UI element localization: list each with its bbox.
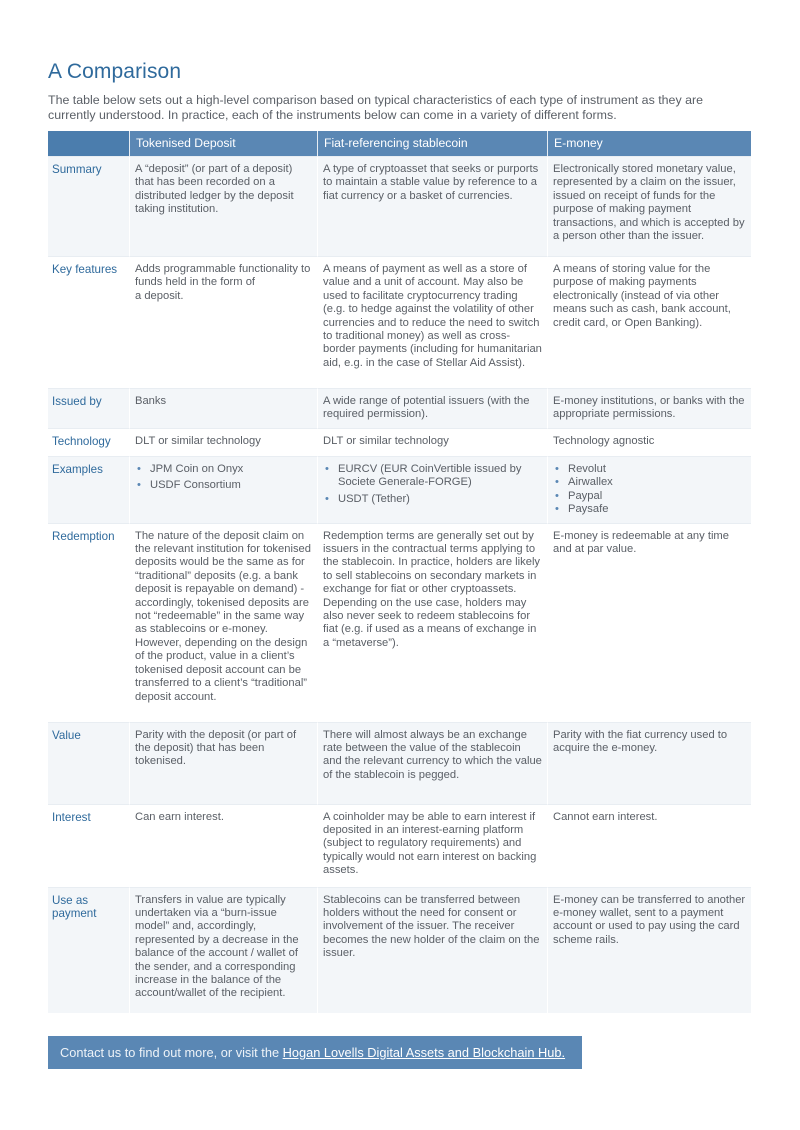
cell-issued-by-stablecoin: A wide range of potential issuers (with the required permission).	[318, 388, 548, 428]
cell-technology-emoney: Technology agnostic	[548, 428, 751, 456]
cell-redemption-emoney: E-money is redeemable at any time and at par value.	[548, 523, 751, 722]
row-technology	[48, 428, 751, 456]
cell-examples-tokenised	[130, 456, 318, 523]
examples-emoney-list	[553, 463, 746, 517]
list-item: • Paypal	[553, 490, 746, 503]
row-label-issued-by: Issued by	[48, 388, 130, 428]
row-interest	[48, 804, 751, 887]
contact-banner	[48, 1036, 582, 1069]
key-features-tokenised-line2: a deposit.	[135, 289, 184, 302]
cell-technology-tokenised: DLT or similar technology	[130, 428, 318, 456]
table-header-row	[48, 131, 751, 156]
row-label-examples: Examples	[48, 456, 130, 523]
row-issued-by	[48, 388, 751, 428]
cell-technology-stablecoin: DLT or similar technology	[318, 428, 548, 456]
list-item: • JPM Coin on Onyx	[135, 463, 312, 476]
row-label-interest: Interest	[48, 804, 130, 887]
row-summary	[48, 156, 751, 256]
cell-key-features-stablecoin: A means of payment as well as a store of value and a unit of account. May also be used to facilitate cryptocurrency trading (e.g. to hedge against the volatility of other currencies and to reduce the need to switch to traditional money) as well as cross-border payments (including for humanitarian aid, e.g. in the case of Stellar Aid Assist).	[318, 256, 548, 388]
cell-interest-emoney: Cannot earn interest.	[548, 804, 751, 887]
row-examples	[48, 456, 751, 523]
row-label-value: Value	[48, 722, 130, 804]
cell-summary-stablecoin: A type of cryptoasset that seeks or purports to maintain a stable value by reference to a fiat currency or a basket of currencies.	[318, 156, 548, 256]
header-stablecoin: Fiat-referencing stablecoin	[318, 131, 548, 156]
cell-interest-stablecoin: A coinholder may be able to earn interest if deposited in an interest-earning platform (subject to regulatory requirements) and typically would not earn interest on backing assets.	[318, 804, 548, 887]
list-item: • USDF Consortium	[135, 479, 312, 492]
cell-redemption-stablecoin: Redemption terms are generally set out by issuers in the contractual terms applying to the stablecoin. In practice, holders are likely to sell stablecoins on secondary markets in exchange for fiat or other cryptoassets. Depending on the use case, holders may also never seek to redeem stablecoins for fiat (e.g. if used as a means of exchange in a “metaverse”).	[318, 523, 548, 722]
header-tokenised-deposit: Tokenised Deposit	[130, 131, 318, 156]
cell-examples-emoney	[548, 456, 751, 523]
key-features-tokenised-line1: Adds programmable functionality to funds held in the form of	[135, 263, 311, 289]
list-item: • EURCV (EUR CoinVertible issued by Societe Generale-FORGE)	[323, 463, 542, 490]
intro-paragraph: The table below sets out a high-level comparison based on typical characteristics of each type of instrument as they are currently understood. In practice, each of the instruments below can come in a variety of different forms.	[48, 93, 703, 122]
row-value	[48, 722, 751, 804]
list-item: • Paysafe	[553, 503, 746, 516]
examples-tokenised-list	[135, 463, 312, 493]
cell-issued-by-tokenised: Banks	[130, 388, 318, 428]
cell-key-features-tokenised	[130, 256, 318, 388]
row-redemption	[48, 523, 751, 722]
row-label-summary: Summary	[48, 156, 130, 256]
cell-key-features-emoney: A means of storing value for the purpose of making payments electronically (instead of via other means such as cash, bank account, credit card, or Open Banking).	[548, 256, 751, 388]
row-key-features	[48, 256, 751, 388]
header-blank	[48, 131, 130, 156]
cell-use-as-payment-emoney: E-money can be transferred to another e-money wallet, sent to a payment account or used to pay using the card scheme rails.	[548, 887, 751, 1013]
row-label-key-features: Key features	[48, 256, 130, 388]
blockchain-hub-link[interactable]: Hogan Lovells Digital Assets and Blockchain Hub.	[282, 1045, 566, 1060]
list-item: • USDT (Tether)	[323, 493, 542, 506]
cell-issued-by-emoney: E-money institutions, or banks with the appropriate permissions.	[548, 388, 751, 428]
cell-summary-tokenised: A “deposit” (or part of a deposit) that has been recorded on a distributed ledger by the deposit taking institution.	[130, 156, 318, 256]
row-label-use-as-payment: Use as payment	[48, 887, 130, 1013]
row-label-redemption: Redemption	[48, 523, 130, 722]
cell-use-as-payment-tokenised: Transfers in value are typically undertaken via a “burn-issue model” and, accordingly, represented by a decrease in the balance of the account / wallet of the sender, and a corresponding increase in the balance of the account/wallet of the recipient.	[130, 887, 318, 1013]
cell-use-as-payment-stablecoin: Stablecoins can be transferred between holders without the need for consent or involvement of the issuer. The receiver becomes the new holder of the claim on the issuer.	[318, 887, 548, 1013]
cell-interest-tokenised: Can earn interest.	[130, 804, 318, 887]
examples-stablecoin-list	[323, 463, 542, 506]
cell-value-emoney: Parity with the fiat currency used to acquire the e-money.	[548, 722, 751, 804]
row-label-technology: Technology	[48, 428, 130, 456]
cell-summary-emoney: Electronically stored monetary value, represented by a claim on the issuer, issued on receipt of funds for the purpose of making payment transactions, and which is accepted by a person other than the issuer.	[548, 156, 751, 256]
header-emoney: E-money	[548, 131, 751, 156]
cell-redemption-tokenised: The nature of the deposit claim on the relevant institution for tokenised deposits would be the same as for “traditional” deposits (e.g. a bank deposit is repayable on demand) - accordingly, tokenised deposits are not “redeemable” in the same way as stablecoins or e-money. However, depending on the design of the product, value in a client’s tokenised deposit account can be transferred to a client’s “traditional” deposit account.	[130, 523, 318, 722]
cell-value-stablecoin: There will almost always be an exchange rate between the value of the stablecoin and the relevant currency to which the value of the stablecoin is pegged.	[318, 722, 548, 804]
list-item: • Revolut	[553, 463, 746, 476]
cell-value-tokenised: Parity with the deposit (or part of the deposit) that has been tokenised.	[130, 722, 318, 804]
cell-examples-stablecoin	[318, 456, 548, 523]
page-title: A Comparison	[48, 60, 182, 83]
comparison-table	[48, 131, 751, 1013]
row-use-as-payment	[48, 887, 751, 1013]
contact-text: Contact us to find out more, or visit the	[60, 1045, 283, 1060]
list-item: • Airwallex	[553, 476, 746, 489]
